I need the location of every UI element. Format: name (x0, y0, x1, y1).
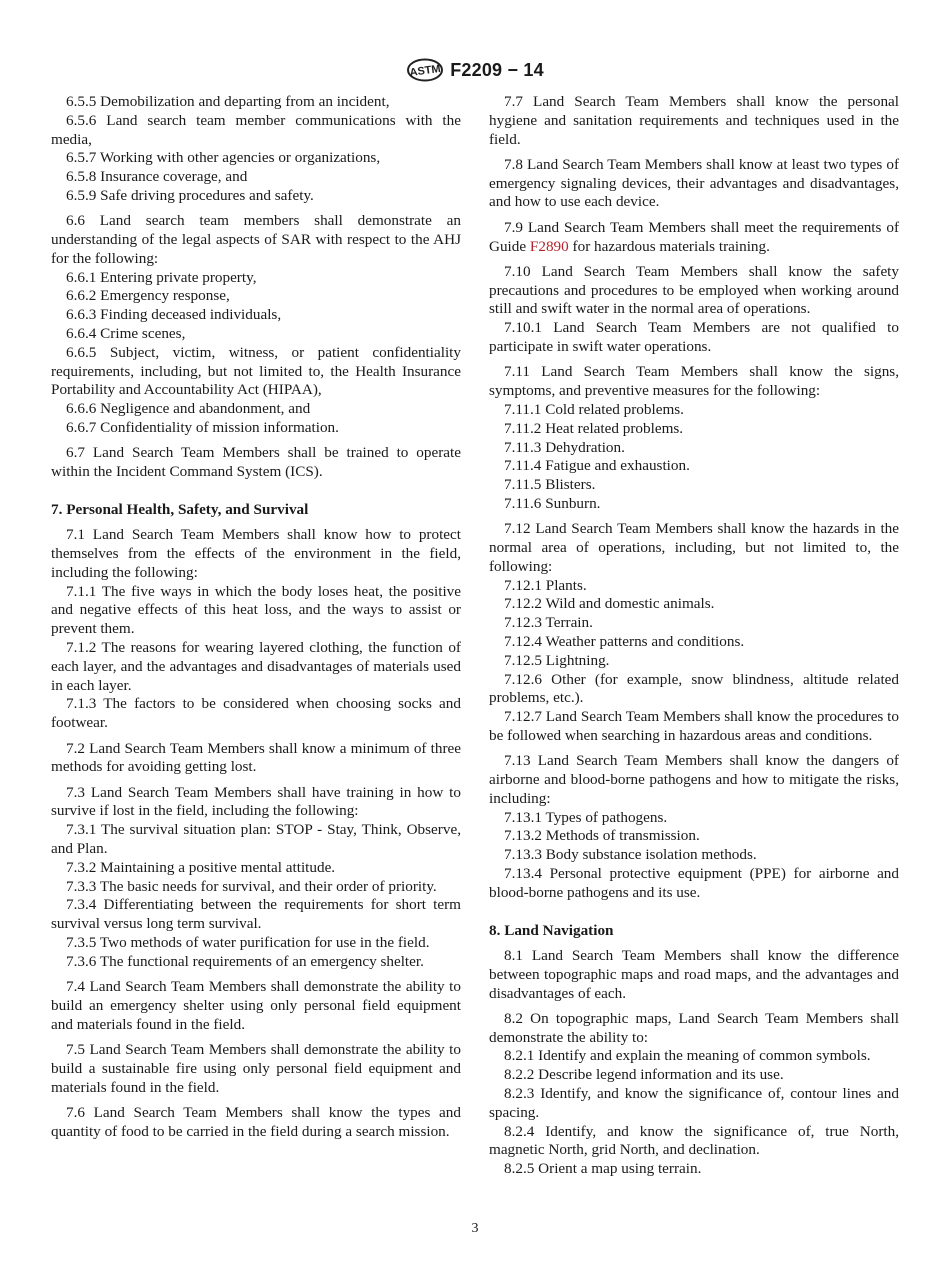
clause-8-2-2: 8.2.2 Describe legend information and its use. (504, 1066, 784, 1084)
clause-6-6-3: 6.6.3 Finding deceased individuals, (66, 306, 282, 324)
clause-7-3-4: 7.3.4 Differentiating between the requirements for short term survival versus long term survival. (51, 896, 461, 933)
clause-7-12-5: 7.12.5 Lightning. (504, 651, 610, 669)
clause-7-11-3: 7.11.3 Dehydration. (504, 438, 625, 456)
clause-6-6-2: 6.6.2 Emergency response, (66, 287, 230, 305)
clause-7-7: 7.7 Land Search Team Members shall know the personal hygiene and sanitation requirements and techniques used in the field. (489, 93, 899, 148)
clause-7-12: 7.12 Land Search Team Members shall know the hazards in the normal area of operations, including, but not limited to, the following: (489, 520, 899, 575)
clause-7-12-1: 7.12.1 Plants. (504, 576, 587, 594)
clause-7-12-4: 7.12.4 Weather patterns and conditions. (504, 633, 745, 651)
clause-6-6-1: 6.6.1 Entering private property, (66, 268, 257, 286)
section-heading-8: 8. Land Navigation (489, 921, 614, 939)
right-column (489, 93, 899, 1179)
clause-7-11-4: 7.11.4 Fatigue and exhaustion. (504, 457, 690, 475)
clause-7-13-4: 7.13.4 Personal protective equipment (PPE) for airborne and blood-borne pathogens and its use. (489, 865, 899, 901)
astm-logo-icon (406, 58, 444, 82)
clause-7-9-text-end: for hazardous materials training. (568, 237, 770, 255)
clause-7-9 (489, 219, 899, 257)
clause-7-11-2: 7.11.2 Heat related problems. (504, 419, 684, 437)
page-number: 3 (471, 1221, 479, 1236)
clause-7-4: 7.4 Land Search Team Members shall demonstrate the ability to build an emergency shelter using only personal field equipment and materials found in the field. (51, 978, 461, 1033)
clause-6-6: 6.6 Land search team members shall demonstrate an understanding of the legal aspects of SAR with respect to the AHJ for the following: (51, 212, 461, 267)
clause-6-5-9: 6.5.9 Safe driving procedures and safety. (66, 186, 314, 204)
clause-7-13-2: 7.13.2 Methods of transmission. (504, 827, 700, 845)
clause-8-2-5: 8.2.5 Orient a map using terrain. (504, 1160, 702, 1178)
clause-6-5-7: 6.5.7 Working with other agencies or organizations, (66, 149, 381, 167)
clause-8-2: 8.2 On topographic maps, Land Search Team Members shall demonstrate the ability to: (489, 1009, 899, 1046)
clause-8-2-3: 8.2.3 Identify, and know the significance of, contour lines and spacing. (489, 1085, 899, 1121)
clause-6-6-7: 6.6.7 Confidentiality of mission information. (66, 419, 339, 437)
clause-7-13-3: 7.13.3 Body substance isolation methods. (504, 846, 757, 864)
clause-6-7: 6.7 Land Search Team Members shall be trained to operate within the Incident Command System (ICS). (51, 444, 461, 481)
clause-7-3: 7.3 Land Search Team Members shall have training in how to survive if lost in the field, including the following: (51, 783, 461, 820)
clause-7-11-5: 7.11.5 Blisters. (504, 476, 596, 494)
clause-6-5-8: 6.5.8 Insurance coverage, and (66, 168, 248, 186)
clause-8-2-4: 8.2.4 Identify, and know the significance of, true North, magnetic North, grid North, and declination. (489, 1122, 899, 1159)
clause-7-1-2: 7.1.2 The reasons for wearing layered clothing, the function of each layer, and the advantages and disadvantages of materials used in each layer. (51, 639, 461, 694)
clause-7-12-3: 7.12.3 Terrain. (504, 614, 593, 632)
clause-7-11-1: 7.11.1 Cold related problems. (504, 400, 684, 418)
clause-7-12-7: 7.12.7 Land Search Team Members shall know the procedures to be followed when searching in hazardous areas and conditions. (489, 708, 899, 744)
clause-6-6-4: 6.6.4 Crime scenes, (66, 325, 186, 343)
clause-7-9-text: 7.9 Land Search Team Members shall meet the requirements of Guide (489, 218, 899, 255)
clause-7-3-3: 7.3.3 The basic needs for survival, and their order of priority. (66, 877, 437, 895)
clause-7-11-6: 7.11.6 Sunburn. (504, 494, 601, 512)
clause-7-3-5: 7.3.5 Two methods of water purification for use in the field. (66, 933, 430, 951)
svg-text:ASTM: ASTM (409, 62, 442, 80)
left-column (51, 93, 461, 1141)
standard-designation: F2209 − 14 (450, 59, 544, 80)
clause-7-13: 7.13 Land Search Team Members shall know the dangers of airborne and blood-borne pathogens and how to mitigate the risks, including: (489, 752, 899, 807)
clause-7-1: 7.1 Land Search Team Members shall know how to protect themselves from the effects of the environment in the field, including the following: (51, 526, 461, 581)
clause-7-3-6: 7.3.6 The functional requirements of an emergency shelter. (66, 952, 424, 970)
clause-8-1: 8.1 Land Search Team Members shall know the difference between topographic maps and road maps, and the advantages and disadvantages of each. (489, 946, 899, 1002)
clause-6-6-6: 6.6.6 Negligence and abandonment, and (66, 400, 311, 418)
clause-7-11: 7.11 Land Search Team Members shall know the signs, symptoms, and preventive measures for the following: (489, 363, 899, 400)
clause-7-10: 7.10 Land Search Team Members shall know the safety precautions and procedures to be employed when working around still and swift water in the normal area of operations. (489, 262, 899, 318)
clause-7-5: 7.5 Land Search Team Members shall demonstrate the ability to build a sustainable fire using only personal field equipment and materials found in the field. (51, 1040, 461, 1096)
section-heading-7: 7. Personal Health, Safety, and Survival (51, 500, 309, 518)
clause-7-1-3: 7.1.3 The factors to be considered when choosing socks and footwear. (51, 695, 461, 732)
clause-7-6: 7.6 Land Search Team Members shall know the types and quantity of food to be carried in the field during a search mission. (51, 1103, 461, 1140)
page-header (0, 57, 950, 83)
clause-7-1-1: 7.1.1 The five ways in which the body loses heat, the positive and negative effects of this heat loss, and the ways to assist or prevent them. (51, 582, 461, 638)
guide-f2890-link[interactable]: F2890 (529, 237, 569, 255)
clause-7-3-1: 7.3.1 The survival situation plan: STOP - Stay, Think, Observe, and Plan. (51, 821, 461, 857)
clause-6-6-5: 6.6.5 Subject, victim, witness, or patient confidentiality requirements, including, but not limited to, the Health Insurance Portability and Accountability Act (HIPAA), (51, 343, 461, 399)
clause-6-5-6: 6.5.6 Land search team member communications with the media, (51, 111, 461, 148)
clause-7-12-6: 7.12.6 Other (for example, snow blindness, altitude related problems, etc.). (489, 670, 899, 707)
clause-7-10-1: 7.10.1 Land Search Team Members are not qualified to participate in swift water operations. (489, 319, 899, 356)
clause-7-12-2: 7.12.2 Wild and domestic animals. (504, 595, 715, 613)
clause-7-8: 7.8 Land Search Team Members shall know at least two types of emergency signaling devices, their advantages and disadvantages, and how to use each device. (489, 155, 899, 211)
clause-7-2: 7.2 Land Search Team Members shall know a minimum of three methods for avoiding getting lost. (51, 739, 461, 776)
clause-6-5-5: 6.5.5 Demobilization and departing from an incident, (66, 93, 390, 110)
clause-7-3-2: 7.3.2 Maintaining a positive mental attitude. (66, 858, 336, 876)
clause-7-13-1: 7.13.1 Types of pathogens. (504, 808, 668, 826)
clause-8-2-1: 8.2.1 Identify and explain the meaning of common symbols. (504, 1047, 871, 1065)
